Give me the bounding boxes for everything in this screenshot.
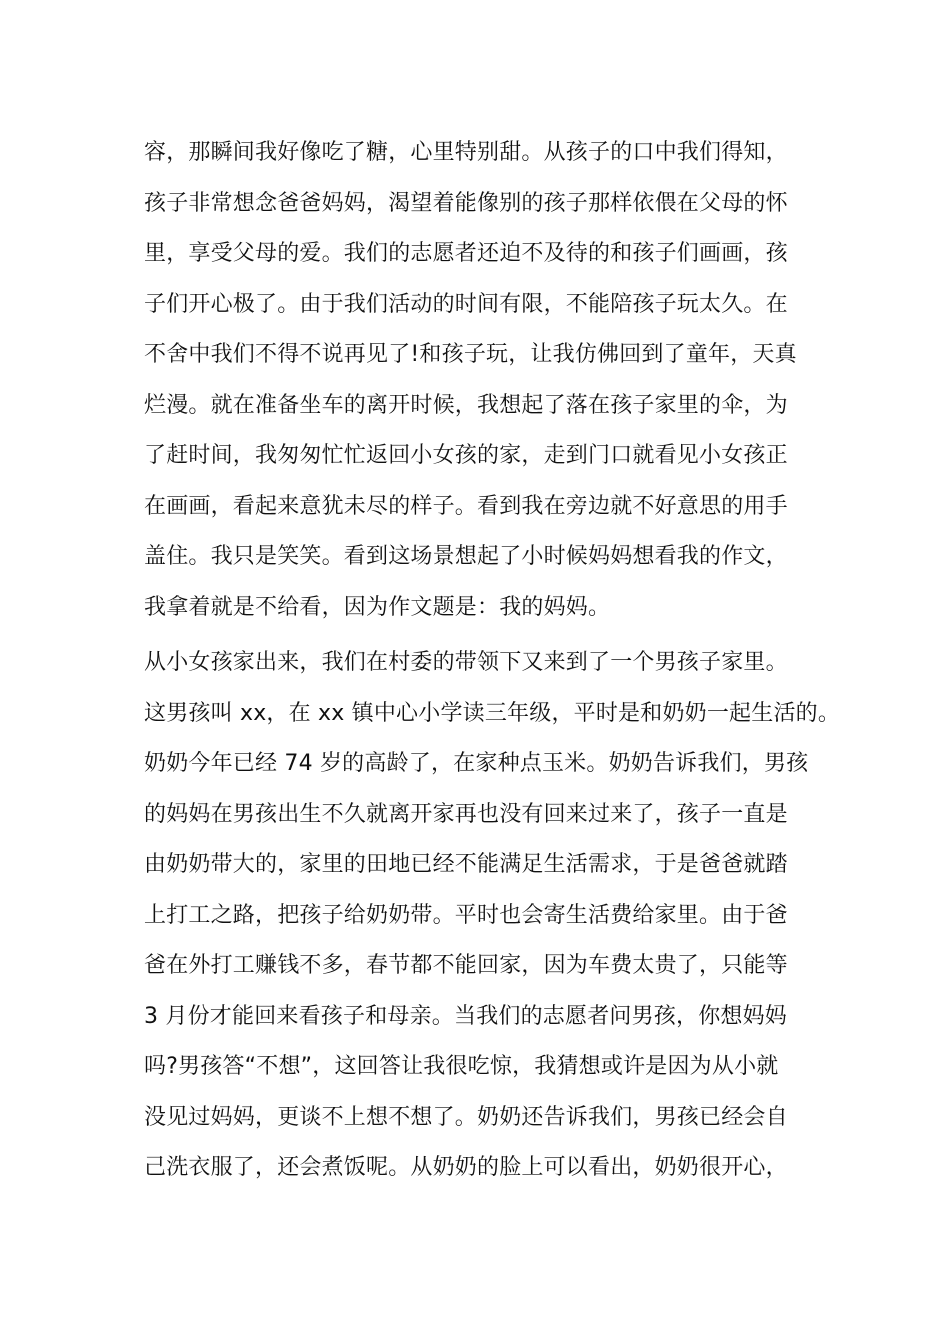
text-line: 孩子非常想念爸爸妈妈，渴望着能像别的孩子那样依偎在父母的怀: [144, 190, 788, 216]
paragraph: [144, 638, 844, 1194]
text-line: 由奶奶带大的，家里的田地已经不能满足生活需求，于是爸爸就踏: [144, 852, 788, 877]
text-line: 里，享受父母的爱。我们的志愿者还迫不及待的和孩子们画画，孩: [144, 241, 788, 266]
text-line: 容，那瞬间我好像吃了糖，心里特别甜。从孩子的口中我们得知，: [144, 140, 788, 165]
text-line: 3 月份才能回来看孩子和母亲。当我们的志愿者问男孩，你想妈妈: [144, 1003, 787, 1029]
text-line: 从小女孩家出来，我们在村委的带领下又来到了一个男孩子家里。: [144, 650, 788, 675]
text-line: 这男孩叫 xx，在 xx 镇中心小学读三年级，平时是和奶奶一起生活的。: [144, 700, 841, 726]
text-line: 了赶时间，我匆匆忙忙返回小女孩的家，走到门口就看见小女孩正: [144, 443, 788, 468]
text-line: 吗?男孩答“不想”，这回答让我很吃惊，我猜想或许是因为从小就: [144, 1054, 779, 1079]
text-line: 我拿着就是不给看，因为作文题是：我的妈妈。: [144, 594, 611, 620]
paragraph: [144, 128, 844, 633]
text-line: 爸在外打工赚钱不多，春节都不能回家，因为车费太贵了，只能等: [144, 953, 788, 978]
text-line: 盖住。我只是笑笑。看到这场景想起了小时候妈妈想看我的作文，: [144, 544, 788, 569]
document-body: [144, 128, 844, 1194]
text-line: 在画画，看起来意犹未尽的样子。看到我在旁边就不好意思的用手: [144, 493, 788, 519]
text-line: 的妈妈在男孩出生不久就离开家再也没有回来过来了，孩子一直是: [144, 801, 788, 827]
text-line: 子们开心极了。由于我们活动的时间有限，不能陪孩子玩太久。在: [144, 291, 788, 317]
text-line: 奶奶今年已经 74 岁的高龄了，在家种点玉米。奶奶告诉我们，男孩: [144, 751, 809, 776]
text-line: 己洗衣服了，还会煮饭呢。从奶奶的脸上可以看出，奶奶很开心，: [144, 1155, 788, 1180]
text-line: 不舍中我们不得不说再见了!和孩子玩，让我仿佛回到了童年，天真: [144, 342, 797, 367]
text-line: 上打工之路，把孩子给奶奶带。平时也会寄生活费给家里。由于爸: [144, 902, 788, 928]
text-line: 没见过妈妈，更谈不上想不想了。奶奶还告诉我们，男孩已经会自: [144, 1104, 788, 1130]
text-line: 烂漫。就在准备坐车的离开时候，我想起了落在孩子家里的伞，为: [144, 392, 788, 418]
